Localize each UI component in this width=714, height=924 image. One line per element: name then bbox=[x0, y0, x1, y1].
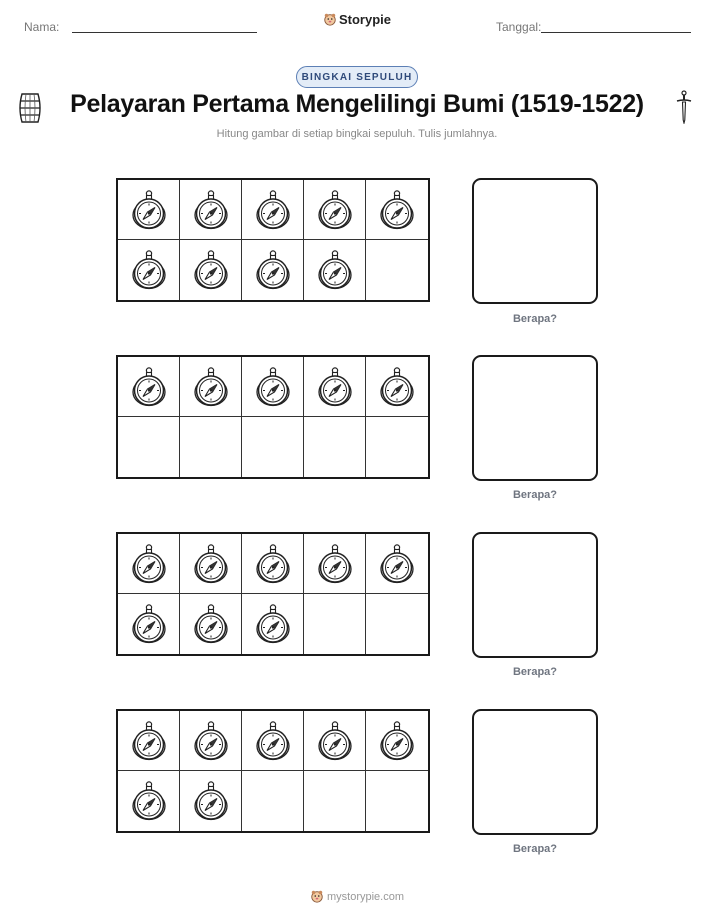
compass-icon bbox=[378, 367, 416, 407]
ten-frame-2 bbox=[116, 355, 430, 479]
frame-cell bbox=[366, 534, 428, 594]
brand-name: Storypie bbox=[338, 12, 391, 27]
frame-cell bbox=[304, 180, 366, 240]
worksheet-type-badge: BINGKAI SEPULUH bbox=[296, 66, 418, 88]
compass-icon bbox=[254, 367, 292, 407]
frame-cell bbox=[304, 771, 366, 831]
compass-icon bbox=[316, 544, 354, 584]
ten-frame-1 bbox=[116, 178, 430, 302]
date-line[interactable] bbox=[541, 32, 691, 33]
frame-cell bbox=[304, 357, 366, 417]
footer-url: mystorypie.com bbox=[326, 891, 405, 903]
compass-icon bbox=[130, 781, 168, 821]
date-label: Tanggal: bbox=[496, 20, 542, 34]
answer-prompt-4: Berapa? bbox=[512, 843, 558, 855]
frame-cell bbox=[304, 711, 366, 771]
compass-icon bbox=[130, 604, 168, 644]
frame-cell bbox=[304, 594, 366, 654]
answer-box-3[interactable] bbox=[472, 532, 598, 658]
compass-icon bbox=[254, 604, 292, 644]
instructions: Hitung gambar di setiap bingkai sepuluh. Tulis jumlahnya. bbox=[216, 128, 498, 140]
frame-cell bbox=[242, 594, 304, 654]
compass-icon bbox=[192, 367, 230, 407]
frame-cell bbox=[180, 180, 242, 240]
compass-icon bbox=[378, 190, 416, 230]
compass-icon bbox=[254, 544, 292, 584]
frame-cell bbox=[366, 357, 428, 417]
name-line[interactable] bbox=[72, 32, 257, 33]
storypie-logo-icon bbox=[323, 12, 337, 26]
answer-prompt-2: Berapa? bbox=[512, 489, 558, 501]
frame-cell bbox=[366, 180, 428, 240]
frame-cell bbox=[180, 534, 242, 594]
frame-cell bbox=[304, 417, 366, 477]
page-title: Pelayaran Pertama Mengelilingi Bumi (1519-1522) bbox=[70, 90, 644, 118]
frame-cell bbox=[118, 594, 180, 654]
brand bbox=[0, 12, 714, 27]
compass-icon bbox=[316, 367, 354, 407]
compass-icon bbox=[130, 721, 168, 761]
frame-cell bbox=[180, 417, 242, 477]
frame-cell bbox=[242, 180, 304, 240]
frame-cell bbox=[180, 771, 242, 831]
answer-prompt-1: Berapa? bbox=[512, 313, 558, 325]
compass-icon bbox=[130, 544, 168, 584]
frame-cell bbox=[242, 534, 304, 594]
frame-cell bbox=[366, 771, 428, 831]
compass-icon bbox=[316, 190, 354, 230]
frame-cell bbox=[242, 417, 304, 477]
frame-cell bbox=[180, 240, 242, 300]
footer bbox=[0, 889, 714, 903]
compass-icon bbox=[192, 721, 230, 761]
frame-cell bbox=[304, 534, 366, 594]
compass-icon bbox=[254, 721, 292, 761]
compass-icon bbox=[192, 250, 230, 290]
frame-cell bbox=[366, 594, 428, 654]
ten-frame-3 bbox=[116, 532, 430, 656]
frame-cell bbox=[366, 240, 428, 300]
compass-icon bbox=[192, 544, 230, 584]
sword-icon bbox=[675, 90, 693, 124]
frame-cell bbox=[180, 594, 242, 654]
compass-icon bbox=[192, 604, 230, 644]
frame-cell bbox=[180, 357, 242, 417]
frame-cell bbox=[242, 771, 304, 831]
compass-icon bbox=[192, 781, 230, 821]
compass-icon bbox=[130, 367, 168, 407]
frame-cell bbox=[366, 417, 428, 477]
ten-frame-4 bbox=[116, 709, 430, 833]
answer-box-1[interactable] bbox=[472, 178, 598, 304]
frame-cell bbox=[118, 534, 180, 594]
frame-cell bbox=[242, 240, 304, 300]
compass-icon bbox=[254, 190, 292, 230]
name-label: Nama: bbox=[24, 20, 60, 34]
answer-box-2[interactable] bbox=[472, 355, 598, 481]
frame-cell bbox=[118, 357, 180, 417]
compass-icon bbox=[378, 721, 416, 761]
answer-prompt-3: Berapa? bbox=[512, 666, 558, 678]
compass-icon bbox=[316, 250, 354, 290]
compass-icon bbox=[316, 721, 354, 761]
frame-cell bbox=[118, 417, 180, 477]
answer-box-4[interactable] bbox=[472, 709, 598, 835]
frame-cell bbox=[366, 711, 428, 771]
storypie-logo-icon bbox=[310, 889, 324, 903]
compass-icon bbox=[378, 544, 416, 584]
barrel-icon bbox=[16, 92, 44, 124]
frame-cell bbox=[118, 240, 180, 300]
frame-cell bbox=[304, 240, 366, 300]
frame-cell bbox=[242, 711, 304, 771]
frame-cell bbox=[180, 711, 242, 771]
compass-icon bbox=[130, 190, 168, 230]
frame-cell bbox=[242, 357, 304, 417]
compass-icon bbox=[192, 190, 230, 230]
frame-cell bbox=[118, 771, 180, 831]
compass-icon bbox=[130, 250, 168, 290]
compass-icon bbox=[254, 250, 292, 290]
frame-cell bbox=[118, 180, 180, 240]
frame-cell bbox=[118, 711, 180, 771]
